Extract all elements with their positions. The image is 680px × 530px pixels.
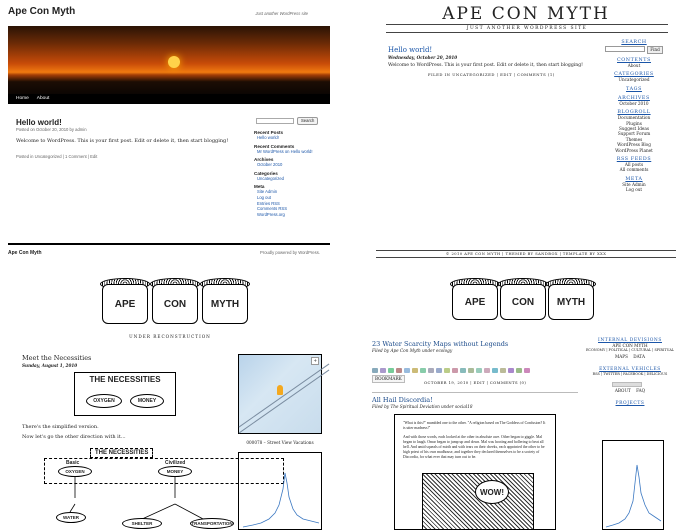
logo-word-myth[interactable]: MYTH xyxy=(548,284,594,320)
sidebar-heading: EXTERNAL VEHICLES xyxy=(599,367,661,373)
menu-item-home[interactable]: Home xyxy=(16,96,29,101)
post-title[interactable]: Hello world! xyxy=(388,46,433,54)
sidebar-heading: INTERNAL DEVISIONS xyxy=(598,338,662,343)
sidebar-link[interactable]: Support Forum xyxy=(617,131,651,137)
sidebar xyxy=(584,338,676,406)
pegman-icon[interactable] xyxy=(277,385,283,395)
post-meta: OCTOBER 19, 2010 | EDIT | COMMENTS (0) xyxy=(424,380,527,385)
bookmark-badge[interactable] xyxy=(612,382,642,387)
blog-screenshot xyxy=(372,268,680,530)
price-chart-line xyxy=(239,453,323,530)
post-footer: Posted in Uncategorized | 1 Comment | Edit xyxy=(16,154,98,159)
widget-link[interactable]: October 2010 xyxy=(257,162,283,168)
post-meta: Posted on October 20, 2010 by admin xyxy=(16,127,87,132)
sun-icon xyxy=(168,56,180,68)
sidebar xyxy=(594,40,674,193)
site-title[interactable]: Ape Con Myth xyxy=(8,6,76,17)
price-chart-thumbnail[interactable] xyxy=(238,452,322,530)
post-title[interactable]: Meet the Necessities xyxy=(22,354,92,362)
diagram-node-money: MONEY xyxy=(158,466,192,477)
sidebar-link[interactable]: Plugins xyxy=(626,120,642,126)
post-body: Welcome to WordPress. This is your first post. Edit or delete it, then start blogging! xyxy=(16,138,229,144)
widget-link[interactable]: Uncategorized xyxy=(257,175,285,181)
sidebar-link[interactable]: APE CON MYTH xyxy=(612,343,648,348)
sidebar-link[interactable]: All posts xyxy=(624,162,644,168)
logo-word-ape[interactable]: APE xyxy=(102,284,148,324)
search-input[interactable] xyxy=(256,118,294,124)
post-divider xyxy=(372,392,578,393)
sidebar-heading: ARCHIVES xyxy=(618,95,650,101)
site-title[interactable]: APE CON MYTH xyxy=(442,4,610,24)
footer-site-name[interactable]: Ape Con Myth xyxy=(8,250,42,256)
main-menu xyxy=(8,94,330,104)
sidebar-link[interactable]: Uncategorized xyxy=(618,77,650,83)
widget-title: Archives xyxy=(254,157,274,163)
post-title[interactable]: All Hail Discordia! xyxy=(372,396,433,404)
sidebar-link[interactable]: WordPress Blog xyxy=(617,142,651,148)
sidebar-link[interactable]: WordPress Planet xyxy=(615,147,653,153)
map-road xyxy=(239,364,330,428)
sidebar-link[interactable]: Suggest Ideas xyxy=(618,126,650,132)
sidebar-link[interactable]: Themes xyxy=(625,136,643,142)
widget-title: Recent Posts xyxy=(254,130,284,135)
discordia-quote: "What is this?" mumbled one to the other. "A religion based on The Goddess of Confusion? It is utter madness!" And with those words, each looked at the other in absolute awe. Other began to giggle. Mal began to laugh. Omar began to jump up and down. Mal was hooting and hollering to beat all hell. And amid squeals of mirth and with tears on their cheeks, each appointed the other to be high priest of his own madhouse, and together they declared themselves to be a society of Discordia, for what ever that may turn out to be. xyxy=(394,414,556,530)
sandbox-screenshot xyxy=(372,0,680,262)
price-chart-thumbnail[interactable] xyxy=(602,440,664,530)
price-chart-line xyxy=(603,441,665,530)
sidebar-heading: META xyxy=(625,176,643,182)
sidebar-link[interactable]: ABOUT FAQ xyxy=(614,387,646,393)
sidebar-link[interactable]: Documentation xyxy=(617,115,651,121)
diagram-title: THE NECESSITIES xyxy=(90,448,153,458)
map-caption: 000078 – Street View Vacations xyxy=(246,440,314,445)
sidebar-heading: PROJECTS xyxy=(615,401,645,407)
post-title[interactable]: Hello world! xyxy=(16,118,62,127)
footer-powered-by[interactable]: Proudly powered by WordPress. xyxy=(260,250,320,255)
reconstruction-screenshot xyxy=(0,268,340,530)
logo-word-con[interactable]: CON xyxy=(152,284,198,324)
post-meta: FILED IN UNCATEGORIZED | EDIT | COMMENTS (1) xyxy=(428,72,555,77)
logo-subtitle: UNDER RECONSTRUCTION xyxy=(129,334,211,339)
widget-link[interactable]: Entries RSS xyxy=(257,200,280,206)
widget-title: Categories xyxy=(254,170,278,176)
sidebar-heading: CATEGORIES xyxy=(614,72,654,78)
widget-link[interactable]: Hello world! xyxy=(257,135,279,140)
sidebar-link[interactable]: October 2010 xyxy=(619,100,649,106)
diagram-label-basic: Basic xyxy=(66,460,80,466)
diagram-node-water: WATER xyxy=(56,512,86,523)
node-oxygen: OXYGEN xyxy=(86,394,122,408)
sidebar-link[interactable]: All comments xyxy=(619,167,649,173)
comic-illustration xyxy=(422,473,534,530)
menu-item-about[interactable]: About xyxy=(36,96,50,101)
comic-speech-bubble: WOW! xyxy=(475,480,509,504)
twentyten-screenshot xyxy=(0,0,340,262)
widget-link[interactable]: Log out xyxy=(257,194,271,200)
widget-link[interactable]: Site Admin xyxy=(257,189,278,195)
zoom-plus-icon[interactable]: + xyxy=(313,358,317,363)
street-view-map[interactable] xyxy=(238,354,322,434)
post-date: Wednesday, October 20, 2010 xyxy=(388,55,458,60)
post-body: Welcome to WordPress. This is your first post. Edit or delete it, then start blogging! xyxy=(388,63,584,68)
search-input[interactable] xyxy=(605,46,645,52)
footer: © 2010 APE CON MYTH | THEMED BY SANDBOX | TEMPLATE BY XXX xyxy=(376,250,676,258)
sidebar-link[interactable]: Log out xyxy=(625,187,643,193)
node-money: MONEY xyxy=(130,394,164,408)
post-byline: Filed by The Spiritual Deviation under social18 xyxy=(372,404,473,409)
find-button[interactable]: Find xyxy=(647,46,663,54)
widget-link[interactable]: Mr WordPress on Hello world! xyxy=(257,148,313,154)
sidebar-heading: RSS FEEDS xyxy=(616,157,652,163)
post-date: Sunday, August 1, 2010 xyxy=(22,363,78,368)
sidebar-heading: BLOGROLL xyxy=(617,110,651,116)
logo-word-con[interactable]: CON xyxy=(500,284,546,320)
diagram-node-shelter: SHELTER xyxy=(122,518,162,529)
sidebar-link[interactable]: MAPS DATA xyxy=(614,353,646,359)
widget-link[interactable]: Comments RSS xyxy=(257,206,288,212)
sidebar-link[interactable]: ECONOMY | POLITICAL | CULTURAL | SPIRITUAL xyxy=(585,348,675,353)
site-tagline: JUST ANOTHER WORDPRESS SITE xyxy=(386,24,668,33)
sidebar-link[interactable]: Site Admin xyxy=(622,181,646,187)
map-road xyxy=(239,370,330,434)
sidebar-link[interactable]: RSS | TWITTER | FACEBOOK | DELICIOUS xyxy=(592,372,668,377)
logo-word-ape[interactable]: APE xyxy=(452,284,498,320)
search-button[interactable]: Search xyxy=(297,117,318,125)
necessities-title: THE NECESSITIES xyxy=(89,375,161,384)
widget-link[interactable]: WordPress.org xyxy=(257,211,285,217)
site-tagline: Just another WordPress site xyxy=(255,11,308,16)
sidebar-heading: CONTENTS xyxy=(617,58,651,63)
diagram-label-civilized: Civilized xyxy=(165,460,186,466)
footer-rule xyxy=(8,243,330,245)
sidebar-heading: TAGS xyxy=(626,86,642,92)
sidebar xyxy=(254,130,334,217)
sidebar-heading: SEARCH xyxy=(621,40,647,45)
logo-word-myth[interactable]: MYTH xyxy=(202,284,248,324)
text-simplified: There's the simplified version. xyxy=(22,424,99,430)
post-title[interactable]: 23 Water Scarcity Maps without Legends xyxy=(372,340,509,348)
widget-title: Meta xyxy=(254,184,265,190)
diagram-node-oxygen: OXYGEN xyxy=(58,466,92,477)
post-byline: Filed by Ape Con Myth under ecology xyxy=(372,348,453,353)
diagram-node-transportation: TRANSPORTATION xyxy=(190,518,234,529)
header-sunset-image xyxy=(8,26,330,94)
bookmark-button[interactable]: BOOKMARK xyxy=(372,375,405,383)
text-other-direction: Now let's go the other direction with it... xyxy=(22,434,126,440)
sidebar-link[interactable]: About xyxy=(627,63,641,68)
widget-title: Recent Comments xyxy=(254,143,295,149)
